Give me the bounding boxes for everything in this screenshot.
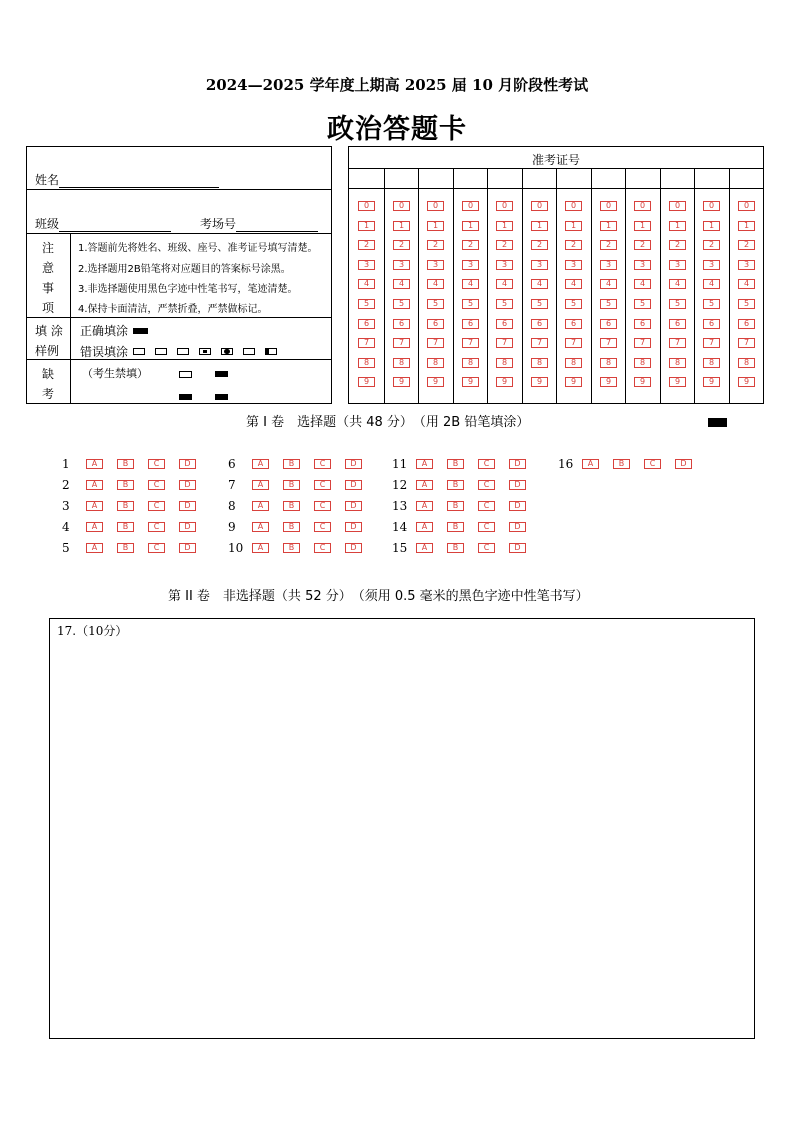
wrong-fill-sample-7	[265, 348, 277, 355]
notes-heading-2: 意	[42, 261, 55, 275]
exam-id-digit-bubble[interactable]: 5	[600, 299, 617, 309]
answer-option-bubble[interactable]: D	[179, 480, 196, 490]
exam-id-digit-bubble[interactable]: 7	[669, 338, 686, 348]
class-field[interactable]	[35, 215, 171, 232]
exam-id-digit-bubble[interactable]: 7	[462, 338, 479, 348]
exam-id-digit-bubble[interactable]: 3	[565, 260, 582, 270]
absent-mark	[215, 394, 228, 400]
exam-id-column-divider	[487, 168, 488, 403]
exam-id-digit-bubble[interactable]: 0	[634, 201, 651, 211]
exam-id-digit-bubble[interactable]: 6	[496, 319, 513, 329]
answer-option-bubble[interactable]: C	[314, 543, 331, 553]
exam-id-digit-bubble[interactable]: 2	[669, 240, 686, 250]
exam-id-digit-bubble[interactable]: 3	[393, 260, 410, 270]
wrong-fill-sample-1	[133, 348, 145, 355]
answer-option-bubble[interactable]: C	[478, 480, 495, 490]
name-underline	[59, 174, 219, 188]
exam-id-digit-bubble[interactable]: 5	[565, 299, 582, 309]
answer-option-bubble[interactable]: B	[283, 522, 300, 532]
exam-id-label: 准考证号	[531, 153, 580, 167]
notes-heading-4: 项	[42, 301, 55, 315]
exam-id-digit-bubble[interactable]: 9	[427, 377, 444, 387]
answer-option-bubble[interactable]: A	[86, 501, 103, 511]
exam-id-digit-bubble[interactable]: 2	[393, 240, 410, 250]
exam-id-digit-bubble[interactable]: 1	[565, 221, 582, 231]
exam-id-digit-bubble[interactable]: 7	[427, 338, 444, 348]
exam-id-panel	[348, 146, 764, 404]
exam-id-digit-bubble[interactable]: 2	[634, 240, 651, 250]
answer-option-bubble[interactable]: A	[86, 480, 103, 490]
exam-id-digit-bubble[interactable]: 0	[703, 201, 720, 211]
exam-id-digit-bubble[interactable]: 3	[358, 260, 375, 270]
exam-id-digit-bubble[interactable]: 2	[496, 240, 513, 250]
answer-option-bubble[interactable]: C	[314, 480, 331, 490]
exam-id-digit-bubble[interactable]: 6	[427, 319, 444, 329]
exam-id-digit-bubble[interactable]: 1	[703, 221, 720, 231]
answer-option-bubble[interactable]: C	[148, 480, 165, 490]
question-number: 7	[228, 478, 236, 492]
question-number: 2	[62, 478, 70, 492]
answer-option-bubble[interactable]: D	[345, 459, 362, 469]
exam-id-digit-bubble[interactable]: 8	[669, 358, 686, 368]
wrong-fill-sample-6	[243, 348, 255, 355]
exam-id-digit-bubble[interactable]: 7	[393, 338, 410, 348]
absent-checkbox[interactable]	[179, 371, 192, 378]
question-number: 5	[62, 541, 70, 555]
exam-id-column-divider	[660, 168, 661, 403]
absent-mark	[215, 371, 228, 377]
wrong-fill-sample-2	[155, 348, 167, 355]
exam-id-digit-bubble[interactable]: 9	[393, 377, 410, 387]
answer-option-bubble[interactable]: A	[416, 522, 433, 532]
exam-id-digit-bubble[interactable]: 3	[462, 260, 479, 270]
exam-id-column-divider	[591, 168, 592, 403]
exam-id-digit-bubble[interactable]: 5	[496, 299, 513, 309]
answer-option-bubble[interactable]: D	[345, 522, 362, 532]
absent-note: （考生禁填）	[82, 367, 148, 380]
answer-option-bubble[interactable]: A	[416, 459, 433, 469]
answer-option-bubble[interactable]: D	[509, 501, 526, 511]
exam-id-digit-bubble[interactable]: 5	[669, 299, 686, 309]
exam-id-digit-bubble[interactable]: 9	[565, 377, 582, 387]
exam-id-digit-bubble[interactable]: 1	[393, 221, 410, 231]
answer-option-bubble[interactable]: C	[148, 522, 165, 532]
answer-option-bubble[interactable]: C	[314, 459, 331, 469]
notes-heading-3: 事	[42, 281, 55, 295]
exam-id-digit-bubble[interactable]: 0	[738, 201, 755, 211]
exam-id-digit-bubble[interactable]: 3	[738, 260, 755, 270]
answer-option-bubble[interactable]: C	[478, 543, 495, 553]
answer-option-bubble[interactable]: B	[283, 459, 300, 469]
exam-id-digit-bubble[interactable]: 7	[703, 338, 720, 348]
answer-option-bubble[interactable]: B	[447, 522, 464, 532]
exam-id-digit-bubble[interactable]: 1	[358, 221, 375, 231]
q17-label: 17.（10分）	[57, 624, 128, 638]
exam-id-digit-bubble[interactable]: 6	[565, 319, 582, 329]
exam-id-digit-bubble[interactable]: 8	[634, 358, 651, 368]
answer-option-bubble[interactable]: D	[179, 522, 196, 532]
exam-id-digit-bubble[interactable]: 9	[358, 377, 375, 387]
exam-id-digit-bubble[interactable]: 2	[358, 240, 375, 250]
exam-id-digit-bubble[interactable]: 0	[496, 201, 513, 211]
exam-id-digit-bubble[interactable]: 7	[565, 338, 582, 348]
exam-id-column-divider	[453, 168, 454, 403]
answer-option-bubble[interactable]: B	[447, 501, 464, 511]
answer-option-bubble[interactable]: A	[252, 501, 269, 511]
exam-id-digit-bubble[interactable]: 8	[531, 358, 548, 368]
answer-option-bubble[interactable]: B	[117, 459, 134, 469]
sample-label-2: 样例	[35, 344, 60, 358]
question-number: 3	[62, 499, 70, 513]
answer-option-bubble[interactable]: D	[345, 543, 362, 553]
exam-id-digit-bubble[interactable]: 0	[565, 201, 582, 211]
exam-id-digit-bubble[interactable]: 0	[427, 201, 444, 211]
exam-id-digit-bubble[interactable]: 8	[565, 358, 582, 368]
exam-id-digit-bubble[interactable]: 6	[600, 319, 617, 329]
exam-id-digit-bubble[interactable]: 9	[669, 377, 686, 387]
question-number: 14	[392, 520, 408, 534]
question-number: 1	[62, 457, 70, 471]
exam-id-digit-bubble[interactable]: 3	[531, 260, 548, 270]
note-2: 2.选择题用2B铅笔将对应题目的答案标号涂黑。	[78, 264, 291, 275]
answer-option-bubble[interactable]: D	[675, 459, 692, 469]
name-label: 姓名	[35, 173, 60, 187]
absent-mark	[179, 394, 192, 400]
exam-id-digit-bubble[interactable]: 0	[600, 201, 617, 211]
answer-option-bubble[interactable]: D	[509, 480, 526, 490]
exam-id-digit-bubble[interactable]: 6	[358, 319, 375, 329]
section1-marker	[708, 418, 727, 427]
exam-id-digit-bubble[interactable]: 2	[565, 240, 582, 250]
name-field[interactable]	[35, 171, 219, 188]
question-number: 10	[228, 541, 244, 555]
exam-id-digit-bubble[interactable]: 2	[531, 240, 548, 250]
answer-option-bubble[interactable]: A	[252, 543, 269, 553]
wrong-fill-sample-4	[199, 348, 211, 355]
exam-id-digit-bubble[interactable]: 8	[600, 358, 617, 368]
room-label: 考场号	[200, 217, 237, 231]
absent-label-2: 考	[42, 387, 55, 401]
exam-id-digit-bubble[interactable]: 5	[462, 299, 479, 309]
exam-id-digit-bubble[interactable]: 6	[634, 319, 651, 329]
exam-id-digit-bubble[interactable]: 8	[427, 358, 444, 368]
exam-id-digit-bubble[interactable]: 2	[738, 240, 755, 250]
answer-option-bubble[interactable]: A	[86, 459, 103, 469]
exam-id-digit-bubble[interactable]: 5	[358, 299, 375, 309]
exam-id-digit-bubble[interactable]: 3	[427, 260, 444, 270]
answer-option-bubble[interactable]: B	[283, 543, 300, 553]
exam-id-digit-bubble[interactable]: 9	[496, 377, 513, 387]
exam-id-digit-bubble[interactable]: 4	[393, 279, 410, 289]
wrong-fill-sample-5	[221, 348, 233, 355]
exam-id-digit-bubble[interactable]: 1	[427, 221, 444, 231]
exam-id-digit-bubble[interactable]: 9	[703, 377, 720, 387]
note-4: 4.保持卡面清洁，严禁折叠，严禁做标记。	[78, 304, 268, 315]
exam-id-digit-bubble[interactable]: 5	[738, 299, 755, 309]
exam-id-digit-bubble[interactable]: 0	[393, 201, 410, 211]
answer-option-bubble[interactable]: D	[179, 459, 196, 469]
exam-id-digit-bubble[interactable]: 0	[669, 201, 686, 211]
exam-id-column-divider	[522, 168, 523, 403]
absent-label-1: 缺	[42, 367, 55, 381]
exam-id-column-divider	[556, 168, 557, 403]
answer-option-bubble[interactable]: D	[345, 501, 362, 511]
exam-id-digit-bubble[interactable]: 0	[358, 201, 375, 211]
answer-option-bubble[interactable]: A	[252, 522, 269, 532]
answer-option-bubble[interactable]: D	[509, 459, 526, 469]
section1-heading: 第 I 卷 选择题（共 48 分） （用 2B 铅笔填涂）	[246, 415, 530, 430]
exam-id-digit-bubble[interactable]: 3	[669, 260, 686, 270]
correct-fill-label: 正确填涂	[80, 324, 129, 338]
exam-id-digit-bubble[interactable]: 4	[703, 279, 720, 289]
answer-option-bubble[interactable]: C	[148, 501, 165, 511]
exam-id-digit-bubble[interactable]: 6	[393, 319, 410, 329]
exam-id-digit-bubble[interactable]: 7	[738, 338, 755, 348]
room-underline	[236, 218, 318, 232]
answer-option-bubble[interactable]: A	[252, 480, 269, 490]
exam-id-digit-bubble[interactable]: 0	[462, 201, 479, 211]
answer-option-bubble[interactable]: D	[179, 543, 196, 553]
answer-option-bubble[interactable]: B	[447, 543, 464, 553]
notes-heading-1: 注	[42, 241, 55, 255]
q17-answer-box[interactable]	[49, 618, 755, 1039]
answer-option-bubble[interactable]: C	[644, 459, 661, 469]
exam-id-digit-bubble[interactable]: 1	[600, 221, 617, 231]
exam-id-digit-bubble[interactable]: 7	[358, 338, 375, 348]
exam-id-digit-bubble[interactable]: 6	[462, 319, 479, 329]
answer-option-bubble[interactable]: B	[283, 501, 300, 511]
wrong-fill-sample-3	[177, 348, 189, 355]
question-number: 12	[392, 478, 408, 492]
answer-option-bubble[interactable]: C	[478, 459, 495, 469]
answer-option-bubble[interactable]: B	[447, 480, 464, 490]
exam-id-digit-bubble[interactable]: 2	[462, 240, 479, 250]
class-label: 班级	[35, 217, 60, 231]
answer-option-bubble[interactable]: B	[117, 480, 134, 490]
exam-id-digit-bubble[interactable]: 9	[634, 377, 651, 387]
exam-id-column-divider	[625, 168, 626, 403]
exam-id-digit-bubble[interactable]: 5	[393, 299, 410, 309]
student-info-panel	[26, 146, 332, 404]
answer-option-bubble[interactable]: C	[478, 522, 495, 532]
note-1: 1.答题前先将姓名、班级、座号、准考证号填写清楚。	[78, 243, 318, 254]
note-3: 3.非选择题使用黑色字迹中性笔书写，笔迹清楚。	[78, 284, 298, 295]
exam-id-column-divider	[418, 168, 419, 403]
exam-id-digit-bubble[interactable]: 2	[427, 240, 444, 250]
exam-id-digit-bubble[interactable]: 7	[531, 338, 548, 348]
answer-option-bubble[interactable]: C	[148, 543, 165, 553]
exam-id-digit-bubble[interactable]: 8	[358, 358, 375, 368]
answer-option-bubble[interactable]: A	[86, 543, 103, 553]
exam-id-digit-bubble[interactable]: 8	[703, 358, 720, 368]
exam-id-digit-bubble[interactable]: 7	[600, 338, 617, 348]
exam-id-digit-bubble[interactable]: 4	[669, 279, 686, 289]
exam-id-digit-bubble[interactable]: 4	[738, 279, 755, 289]
exam-id-digit-bubble[interactable]: 9	[738, 377, 755, 387]
question-number: 8	[228, 499, 236, 513]
answer-option-bubble[interactable]: A	[252, 459, 269, 469]
exam-id-digit-bubble[interactable]: 1	[634, 221, 651, 231]
exam-id-digit-bubble[interactable]: 4	[634, 279, 651, 289]
correct-fill-sample	[133, 328, 148, 334]
exam-id-digit-bubble[interactable]: 5	[703, 299, 720, 309]
question-number: 11	[392, 457, 408, 471]
exam-id-digit-bubble[interactable]: 5	[427, 299, 444, 309]
exam-id-digit-bubble[interactable]: 6	[738, 319, 755, 329]
answer-option-bubble[interactable]: B	[117, 501, 134, 511]
answer-option-bubble[interactable]: B	[613, 459, 630, 469]
answer-option-bubble[interactable]: D	[179, 501, 196, 511]
question-number: 6	[228, 457, 236, 471]
exam-id-digit-bubble[interactable]: 9	[600, 377, 617, 387]
exam-id-digit-bubble[interactable]: 8	[462, 358, 479, 368]
exam-id-digit-bubble[interactable]: 0	[531, 201, 548, 211]
question-number: 16	[558, 457, 574, 471]
answer-option-bubble[interactable]: A	[86, 522, 103, 532]
exam-id-digit-bubble[interactable]: 6	[531, 319, 548, 329]
answer-option-bubble[interactable]: C	[314, 501, 331, 511]
exam-id-column-divider	[694, 168, 695, 403]
exam-id-digit-bubble[interactable]: 2	[703, 240, 720, 250]
wrong-fill-label: 错误填涂	[80, 345, 129, 359]
exam-id-digit-bubble[interactable]: 3	[496, 260, 513, 270]
exam-id-digit-bubble[interactable]: 3	[600, 260, 617, 270]
room-field[interactable]	[200, 215, 318, 232]
exam-id-digit-bubble[interactable]: 1	[669, 221, 686, 231]
sample-label-1: 填 涂	[35, 324, 63, 338]
exam-id-digit-bubble[interactable]: 4	[531, 279, 548, 289]
answer-option-bubble[interactable]: A	[416, 501, 433, 511]
exam-id-digit-bubble[interactable]: 4	[427, 279, 444, 289]
exam-id-digit-bubble[interactable]: 1	[738, 221, 755, 231]
exam-id-digit-bubble[interactable]: 5	[531, 299, 548, 309]
exam-id-digit-bubble[interactable]: 7	[496, 338, 513, 348]
exam-id-digit-bubble[interactable]: 4	[565, 279, 582, 289]
answer-option-bubble[interactable]: D	[509, 543, 526, 553]
answer-option-bubble[interactable]: D	[345, 480, 362, 490]
exam-id-digit-bubble[interactable]: 7	[634, 338, 651, 348]
exam-id-digit-bubble[interactable]: 6	[703, 319, 720, 329]
exam-title: 2024—2025 学年度上期高 2025 届 10 月阶段性考试	[205, 76, 589, 94]
answer-option-bubble[interactable]: A	[416, 480, 433, 490]
answer-option-bubble[interactable]: D	[509, 522, 526, 532]
exam-id-digit-bubble[interactable]: 4	[600, 279, 617, 289]
exam-id-digit-bubble[interactable]: 1	[496, 221, 513, 231]
question-number: 15	[392, 541, 408, 555]
answer-option-bubble[interactable]: B	[283, 480, 300, 490]
exam-id-column-divider	[384, 168, 385, 403]
answer-option-bubble[interactable]: B	[117, 522, 134, 532]
class-underline	[59, 218, 171, 232]
exam-id-digit-bubble[interactable]: 8	[738, 358, 755, 368]
exam-id-digit-bubble[interactable]: 4	[358, 279, 375, 289]
answer-option-bubble[interactable]: C	[314, 522, 331, 532]
section2-heading: 第 II 卷 非选择题（共 52 分） （须用 0.5 毫米的黑色字迹中性笔书写）	[168, 589, 589, 604]
answer-option-bubble[interactable]: B	[447, 459, 464, 469]
exam-id-digit-bubble[interactable]: 4	[462, 279, 479, 289]
exam-id-digit-bubble[interactable]: 6	[669, 319, 686, 329]
exam-id-digit-bubble[interactable]: 3	[703, 260, 720, 270]
exam-id-digit-bubble[interactable]: 1	[531, 221, 548, 231]
answer-option-bubble[interactable]: A	[416, 543, 433, 553]
exam-id-digit-bubble[interactable]: 8	[393, 358, 410, 368]
question-number: 4	[62, 520, 70, 534]
exam-id-digit-bubble[interactable]: 5	[634, 299, 651, 309]
card-title: 政治答题卡	[327, 114, 467, 145]
exam-id-digit-bubble[interactable]: 9	[531, 377, 548, 387]
exam-id-digit-bubble[interactable]: 9	[462, 377, 479, 387]
exam-id-digit-bubble[interactable]: 8	[496, 358, 513, 368]
exam-id-digit-bubble[interactable]: 3	[634, 260, 651, 270]
question-number: 13	[392, 499, 408, 513]
exam-id-digit-bubble[interactable]: 4	[496, 279, 513, 289]
answer-option-bubble[interactable]: C	[478, 501, 495, 511]
exam-id-digit-bubble[interactable]: 1	[462, 221, 479, 231]
answer-option-bubble[interactable]: A	[582, 459, 599, 469]
exam-id-digit-bubble[interactable]: 2	[600, 240, 617, 250]
exam-id-column-divider	[729, 168, 730, 403]
answer-option-bubble[interactable]: C	[148, 459, 165, 469]
answer-option-bubble[interactable]: B	[117, 543, 134, 553]
question-number: 9	[228, 520, 236, 534]
